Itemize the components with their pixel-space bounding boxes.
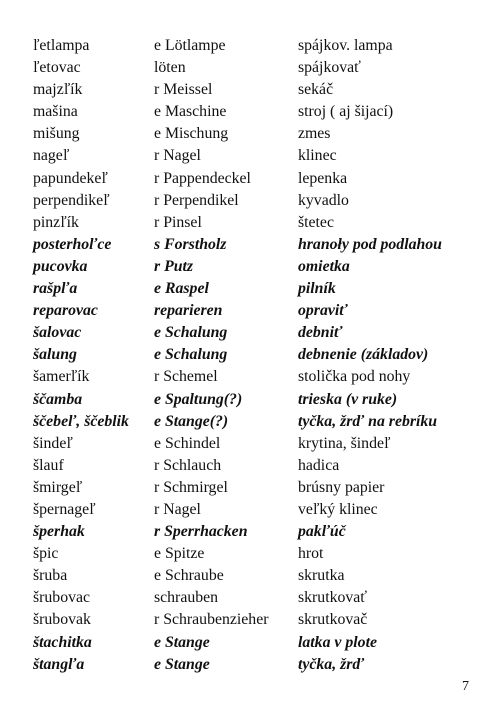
slang-term: papundekeľ — [33, 169, 108, 187]
german-term: schrauben — [154, 589, 219, 607]
glossary-table — [33, 35, 483, 676]
slovak-term: tyčka, žrď na rebríku — [298, 412, 438, 430]
glossary-row — [33, 565, 483, 587]
slang-term: ľetovac — [33, 59, 81, 77]
german-term: s Forstholz — [154, 235, 227, 253]
slang-term: štachitka — [33, 633, 92, 651]
glossary-row — [33, 101, 483, 123]
slovak-term: zmes — [298, 125, 331, 143]
glossary-row — [33, 123, 483, 145]
slovak-term: latka v plote — [298, 633, 377, 651]
slang-term: ščebeľ, ščeblik — [33, 412, 129, 430]
glossary-row — [33, 499, 483, 521]
slovak-term: hadica — [298, 456, 340, 474]
german-term: r Pappendeckel — [154, 169, 251, 187]
slang-term: pinzľík — [33, 213, 79, 231]
german-term: e Mischung — [154, 125, 229, 143]
slovak-term: omietka — [298, 257, 350, 275]
glossary-row — [33, 587, 483, 609]
slovak-term: veľký klinec — [298, 500, 378, 518]
glossary-row — [33, 543, 483, 565]
german-term: e Raspel — [154, 280, 209, 298]
slovak-term: pilník — [298, 280, 336, 298]
slang-term: pucovka — [33, 257, 88, 275]
german-term: e Stange(?) — [154, 412, 229, 430]
german-term: r Nagel — [154, 500, 201, 518]
slovak-term: klinec — [298, 147, 337, 165]
slang-term: mašina — [33, 103, 78, 121]
slang-term: šmirgeľ — [33, 478, 83, 496]
glossary-row — [33, 609, 483, 631]
slovak-term: štetec — [298, 213, 334, 231]
glossary-row — [33, 278, 483, 300]
glossary-row — [33, 256, 483, 278]
slovak-term: stolička pod nohy — [298, 368, 411, 386]
glossary-row — [33, 234, 483, 256]
slovak-term: debniť — [298, 324, 343, 342]
slovak-term: lepenka — [298, 169, 348, 187]
slang-term: perpendikeľ — [33, 191, 110, 209]
slovak-term: krytina, šindeľ — [298, 434, 391, 452]
slang-term: šlauf — [33, 456, 64, 474]
slang-term: šperhak — [33, 523, 85, 541]
german-term: e Schindel — [154, 434, 221, 452]
slang-term: ľetlampa — [33, 37, 90, 54]
glossary-row — [33, 521, 483, 543]
glossary-row — [33, 389, 483, 411]
slang-term: ščamba — [33, 390, 83, 408]
german-term: r Pinsel — [154, 213, 202, 231]
slang-term: štangľa — [33, 655, 85, 673]
slovak-term: skrutkovač — [298, 611, 368, 629]
german-term: r Schemel — [154, 368, 218, 386]
slang-term: šrubovac — [33, 589, 91, 607]
page-number: 7 — [462, 679, 469, 694]
german-term: e Spitze — [154, 545, 205, 563]
glossary-row — [33, 654, 483, 676]
glossary-row — [33, 57, 483, 79]
slang-term: špic — [33, 545, 59, 563]
slang-term: špernageľ — [33, 500, 96, 518]
slovak-term: pakľúč — [298, 523, 346, 541]
slang-term: reparovac — [33, 302, 98, 320]
slang-term: nageľ — [33, 147, 70, 165]
german-term: e Schalung — [154, 346, 228, 364]
glossary-row — [33, 433, 483, 455]
glossary-row — [33, 366, 483, 388]
german-term: r Schlauch — [154, 456, 222, 474]
glossary-row — [33, 35, 483, 57]
slovak-term: trieska (v ruke) — [298, 390, 398, 408]
slang-term: majzľík — [33, 81, 83, 99]
slovak-term: sekáč — [298, 81, 334, 99]
slang-term: rašpľa — [33, 280, 78, 298]
slovak-term: kyvadlo — [298, 191, 349, 209]
glossary-row — [33, 344, 483, 366]
slovak-term: tyčka, žrď — [298, 655, 365, 673]
german-term: e Lötlampe — [154, 37, 226, 54]
slovak-term: hrot — [298, 545, 324, 563]
slang-term: šrubovak — [33, 611, 91, 629]
slang-term: posterhoľce — [33, 235, 112, 253]
german-term: e Schalung — [154, 324, 228, 342]
slovak-term: skrutka — [298, 567, 345, 585]
glossary-row — [33, 145, 483, 167]
german-term: e Maschine — [154, 103, 227, 121]
german-term: r Perpendikel — [154, 191, 239, 209]
slovak-term: spájkovať — [298, 59, 361, 77]
german-term: r Schmirgel — [154, 478, 228, 496]
german-term: r Nagel — [154, 147, 201, 165]
slang-term: šindeľ — [33, 434, 73, 452]
glossary-row — [33, 168, 483, 190]
glossary-row — [33, 322, 483, 344]
glossary-row — [33, 632, 483, 654]
slovak-term: stroj ( aj šijací) — [298, 103, 394, 121]
slang-term: šalung — [33, 346, 77, 364]
glossary-row — [33, 300, 483, 322]
german-term: e Stange — [154, 633, 210, 651]
slang-term: mišung — [33, 125, 80, 143]
german-term: r Sperrhacken — [154, 523, 248, 541]
slovak-term: skrutkovať — [298, 589, 368, 607]
glossary-row — [33, 190, 483, 212]
german-term: r Meissel — [154, 81, 213, 99]
glossary-row — [33, 455, 483, 477]
slovak-term: spájkov. lampa — [298, 37, 393, 54]
glossary-row — [33, 79, 483, 101]
slovak-term: brúsny papier — [298, 478, 385, 496]
german-term: reparieren — [154, 302, 223, 320]
german-term: e Schraube — [154, 567, 224, 585]
slovak-term: debnenie (základov) — [298, 346, 429, 364]
slang-term: šruba — [33, 567, 68, 585]
german-term: e Stange — [154, 655, 210, 673]
german-term: r Schraubenzieher — [154, 611, 269, 629]
german-term: r Putz — [154, 257, 194, 275]
glossary-row — [33, 477, 483, 499]
slovak-term: hranoły pod podlahou — [298, 235, 442, 253]
slovak-term: opraviť — [298, 302, 348, 320]
german-term: löten — [154, 59, 186, 77]
slang-term: šamerľík — [33, 368, 90, 386]
glossary-row — [33, 411, 483, 433]
glossary-row — [33, 212, 483, 234]
slang-term: šalovac — [33, 324, 82, 342]
german-term: e Spaltung(?) — [154, 390, 243, 408]
